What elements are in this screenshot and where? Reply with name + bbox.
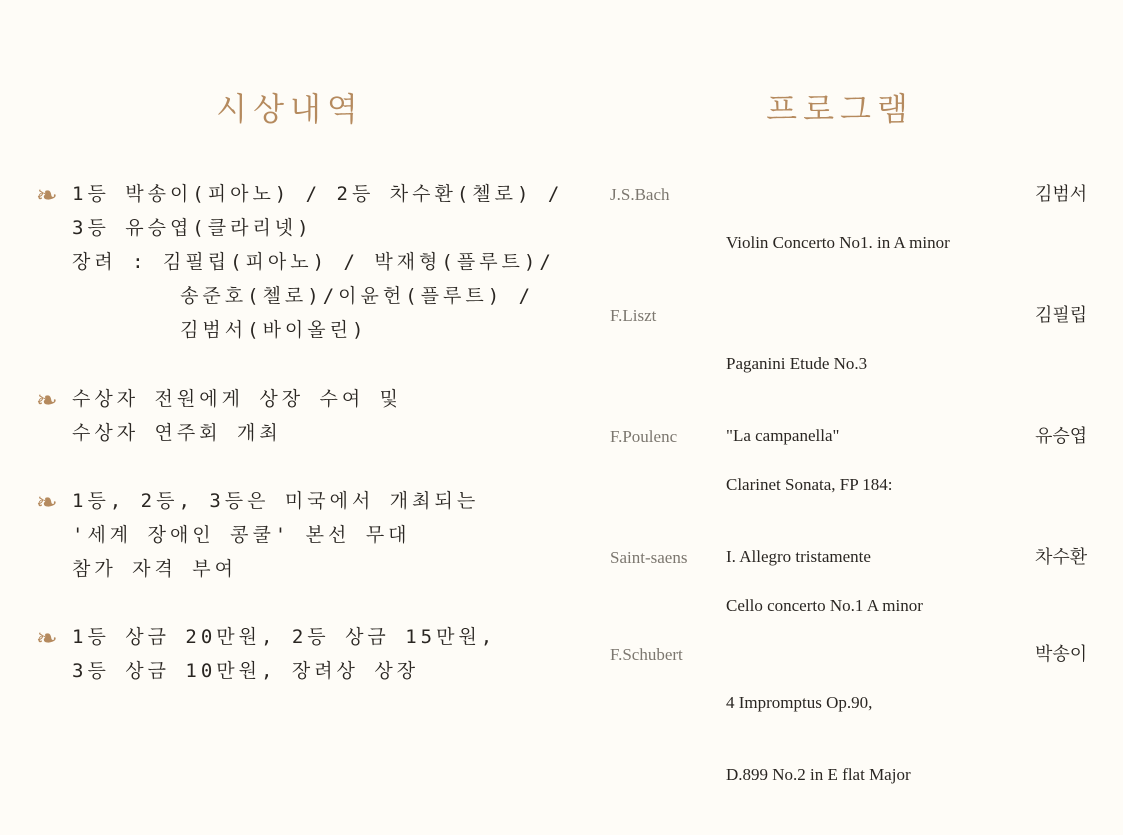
award-line: 김범서(바이올린) xyxy=(72,319,368,341)
work-title-line: D.899 No.2 in E flat Major xyxy=(726,765,911,784)
award-line: 송준호(첼로)/이윤헌(플루트) / xyxy=(72,285,535,307)
fleuron-icon: ❧ xyxy=(36,624,58,654)
award-line: 3등 유승엽(클라리넷) xyxy=(72,217,313,239)
program-row xyxy=(610,183,1100,252)
award-line: 수상자 전원에게 상장 수여 및 xyxy=(72,388,403,410)
work-title-line: "La campanella" xyxy=(726,426,840,445)
program-row xyxy=(610,643,1100,784)
work-title-line: 4 Impromptus Op.90, xyxy=(726,693,873,712)
award-item xyxy=(36,181,564,353)
performer-name: 박송이 xyxy=(1035,644,1088,665)
work-title-line: Clarinet Sonata, FP 184: xyxy=(726,475,893,494)
composer-name: F.Schubert xyxy=(610,645,683,664)
work-title-line: Violin Concerto No1. in A minor xyxy=(726,233,950,252)
performer-name: 김범서 xyxy=(1035,184,1088,205)
composer-name: Saint-saens xyxy=(610,548,688,567)
award-line: '세계 장애인 콩쿨' 본선 무대 xyxy=(72,524,411,546)
fleuron-icon: ❧ xyxy=(36,386,58,416)
award-item xyxy=(36,388,556,448)
award-line: 참가 자격 부여 xyxy=(72,558,238,580)
performer-name: 김필립 xyxy=(1035,305,1088,326)
award-item xyxy=(36,626,556,686)
work-title-line: Cello concerto No.1 A minor xyxy=(726,596,923,615)
award-line: 수상자 연주회 개최 xyxy=(72,422,282,444)
fleuron-icon: ❧ xyxy=(36,181,58,211)
composer-name: F.Poulenc xyxy=(610,427,678,446)
program-title: 프로그램 xyxy=(766,90,914,128)
program-row xyxy=(610,546,1100,615)
work-title-line: I. Allegro tristamente xyxy=(726,547,871,566)
award-line: 1등 박송이(피아노) / 2등 차수환(첼로) / xyxy=(72,183,564,205)
work-title xyxy=(726,643,911,835)
performer-name: 차수환 xyxy=(1035,547,1088,568)
award-item xyxy=(36,490,556,585)
award-line: 3등 상금 10만원, 장려상 상장 xyxy=(72,660,420,682)
award-line: 1등, 2등, 3등은 미국에서 개최되는 xyxy=(72,490,480,512)
composer-name: J.S.Bach xyxy=(610,185,670,204)
fleuron-icon: ❧ xyxy=(36,488,58,518)
award-line: 1등 상금 20만원, 2등 상금 15만원, xyxy=(72,626,497,648)
awards-title: 시상내역 xyxy=(216,90,364,128)
composer-name: F.Liszt xyxy=(610,306,657,325)
work-title xyxy=(726,183,950,303)
work-title-line: Paganini Etude No.3 xyxy=(726,354,868,373)
award-line: 장려 : 김필립(피아노) / 박재형(플루트)/ xyxy=(72,251,555,273)
performer-name: 유승엽 xyxy=(1035,426,1088,447)
